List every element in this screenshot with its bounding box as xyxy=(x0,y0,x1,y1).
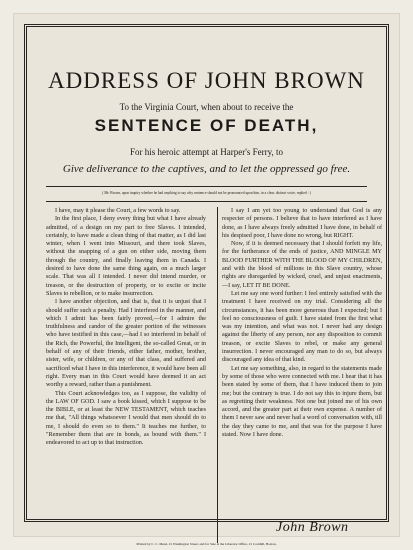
paragraph: In the first place, I deny every thing but what I have already admitted, of a design on my part to free Slaves. I intended, certainly, to have made a clean thing of that matter, as I did last winter, when I went into Missouri, and there took Slaves, without the snapping of a gun on either side, moving them through the country, and finally leaving them in Canada. I desired to have done the same thing again, on a much larger scale. That was all I intended. I never did intend murder, or treason, or the destruction of property, or to excite or incite Slaves to rebellion, or to make insurrection. xyxy=(46,216,206,297)
paragraph: This Court acknowledges too, as I suppose, the validity of the LAW OF GOD. I saw a book kissed, which I suppose to be the BIBLE, or at least the NEW TESTAMENT, which teaches me that, "All things whatsoever I would that men should do to me, I should do even so to them." It teaches me further, to "Remember them that are in bonds, as bound with them." I endeavored to act up to that instruction. xyxy=(46,390,206,447)
top-divider xyxy=(46,186,367,187)
subtitle-harpers-ferry: For his heroic attempt at Harper's Ferry, to xyxy=(130,147,283,157)
signature: John Brown xyxy=(276,520,349,535)
paragraph: I say I am yet too young to understand that God is any respecter of persons. I believe that to have interfered as I have done, as I have always freely admitted I have done, in behalf of his despised poor, I have done no wrong, but RIGHT. xyxy=(222,208,382,239)
right-column xyxy=(222,207,382,512)
broadside-sheet xyxy=(14,14,399,546)
paragraph: Let me say something, also, in regard to the statements made by some of those who were connected with me. I hear that it has been stated by some of them, that I have induced them to join me; but the contrary is true. I do not say this to injure them, but as regretting their weakness. Not one but joined me of his own accord, and the greater part at their own expense. A number of them I never saw and never had a word of conversation with, till the day they came to me, and that was for the purpose I have stated. Now I have done. xyxy=(222,365,382,439)
paragraph: I have, may it please the Court, a few words to say. xyxy=(55,208,181,214)
sentence-heading: SENTENCE OF DEATH, xyxy=(94,116,319,135)
paragraph: Now, if it is deemed necessary that I should forfeit my life, for the furtherance of the ends of justice, AND MINGLE MY BLOOD FURTHER WITH THE BLOOD OF MY CHILDREN, and with the blood of millions in this Slave country, whose rights are disregarded by wicked, cruel, and unjust enactments,—I say, LET IT BE DONE. xyxy=(222,241,382,289)
paragraph: Let me say one word further: I feel entirely satisfied with the treatment I have received on my trial. Considering all the circumstances, it has been more generous than I expected; but I feel no consciousness of guilt. I have stated from the first what was my intention, and what was not. I never had any design against the liberty of any person, nor any disposition to commit treason, or excite Slaves to rebel, or make any general insurrection. I never encouraged any man to do so, but always discouraged any idea of that kind. xyxy=(222,290,382,364)
paragraph: I have another objection, and that is, that it is unjust that I should suffer such a penalty. Had I interfered in the manner, and which I admit has been fairly proved,—for I admire the truthfulness and candor of the greater portion of the witnesses who have testified in this case,—had I so interfered in behalf of the Rich, the Powerful, the Intelligent, the so-called Great, or in behalf of any of their friends, either father, mother, brother, sister, wife, or children, or any of that class, and suffered and sacrificed what I have in this interference, it would have been all right. Every man in this Court would have deemed it an act worthy a reward, rather than a punishment. xyxy=(46,299,206,389)
subtitle-court: To the Virginia Court, when about to receive the xyxy=(119,102,294,112)
motto-line: Give deliverance to the captives, and to let the oppressed go free. xyxy=(62,163,351,175)
printer-footer: Printed by C. C. Mead, 21 Washington Street, and for Sale at the Liberator Office, 21 Cornhill, Boston. xyxy=(136,542,277,546)
note-divider xyxy=(46,201,367,202)
left-column xyxy=(46,207,206,512)
column-divider xyxy=(217,207,218,543)
preface-note: ( Mr. Brown, upon inquiry whether he had anything to say why sentence should not be pronounced upon him, in a clear, distinct voice, replied : ) xyxy=(102,191,311,195)
page-title: ADDRESS OF JOHN BROWN xyxy=(48,68,365,93)
